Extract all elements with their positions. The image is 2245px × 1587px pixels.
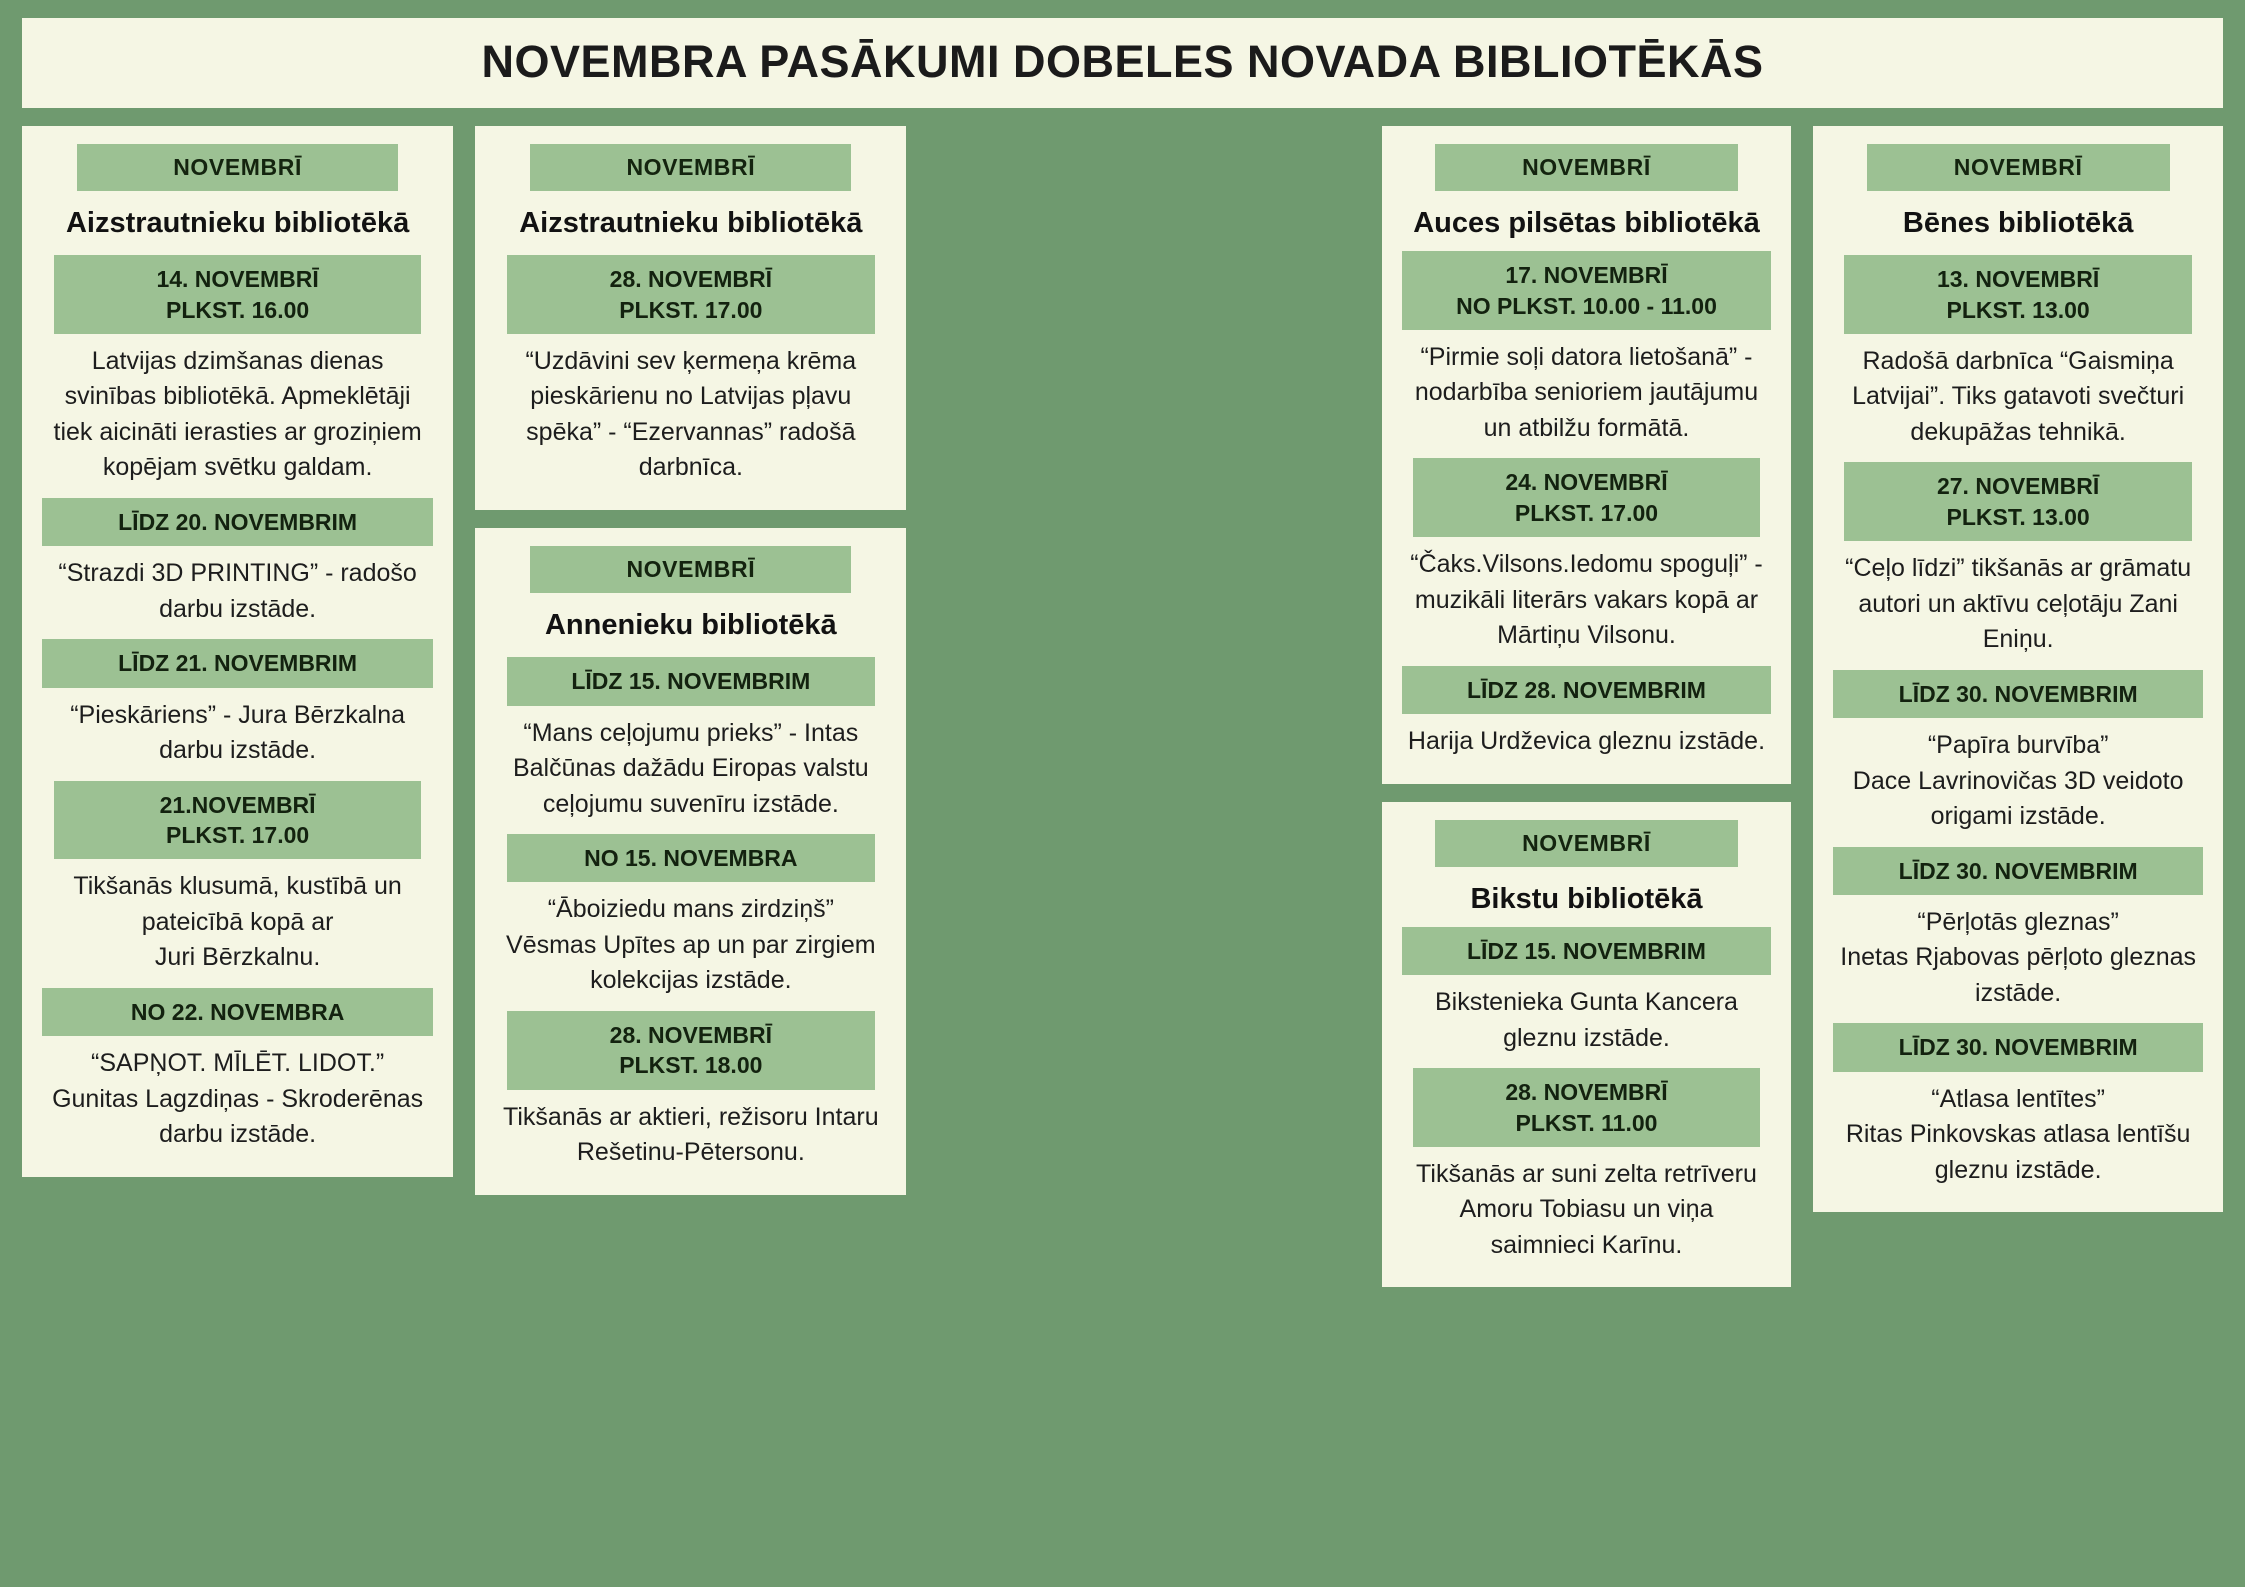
event-card-annenieku	[475, 528, 906, 1195]
date-tag: 28. NOVEMBRĪ PLKST. 17.00	[507, 255, 875, 334]
date-tag: 28. NOVEMBRĪ PLKST. 11.00	[1413, 1068, 1760, 1147]
poster-title-bar	[22, 18, 2223, 108]
library-name: Auces pilsētas bibliotēkā	[1413, 207, 1760, 239]
column-3	[1382, 126, 1792, 1287]
column-2	[475, 126, 906, 1195]
date-tag: LĪDZ 20. NOVEMBRIM	[42, 498, 433, 546]
event-description: “Atlasa lentītes” Ritas Pinkovskas atlasa lentīšu gleznu izstāde.	[1845, 1084, 2191, 1184]
date-tag: LĪDZ 30. NOVEMBRIM	[1833, 847, 2203, 895]
month-tag: NOVEMBRĪ	[1435, 820, 1738, 867]
poster-columns	[22, 126, 2223, 1566]
month-tag: NOVEMBRĪ	[1867, 144, 2170, 191]
month-tag: NOVEMBRĪ	[530, 144, 851, 191]
page-title: NOVEMBRA PASĀKUMI DOBELES NOVADA BIBLIOTĒKĀS	[481, 36, 1764, 87]
column-4	[1813, 126, 2223, 1212]
event-description: Radošā darbnīca “Gaismiņa Latvijai”. Tiks gatavoti svečturi dekupāžas tehnikā.	[1852, 346, 2185, 446]
library-name: Bēnes bibliotēkā	[1902, 207, 2134, 239]
event-card-auces	[1382, 126, 1792, 784]
event-description: “Papīra burvība” Dace Lavrinovičas 3D veidoto origami izstāde.	[1852, 731, 2184, 831]
date-tag: LĪDZ 30. NOVEMBRIM	[1833, 1023, 2203, 1071]
event-card-aizstrautnieku-2	[475, 126, 906, 510]
event-description: “Čaks.Vilsons.Iedomu spoguļi” - muzikāli literārs vakars kopā ar Mārtiņu Vilsonu.	[1410, 550, 1763, 650]
event-description: Harija Urdževica gleznu izstāde.	[1407, 727, 1766, 756]
event-description: Tikšanās ar suni zelta retrīveru Amoru Tobiasu un viņa saimnieci Karīnu.	[1416, 1159, 1757, 1259]
library-name: Aizstrautnieku bibliotēkā	[65, 207, 410, 239]
month-tag: NOVEMBRĪ	[77, 144, 398, 191]
event-description: “Strazdi 3D PRINTING” - radošo darbu izstāde.	[58, 559, 417, 623]
column-1	[22, 126, 453, 1177]
library-name: Aizstrautnieku bibliotēkā	[519, 207, 863, 239]
event-description: “Āboiziedu mans zirdziņš” Vēsmas Upītes ap un par zirgiem kolekcijas izstāde.	[506, 895, 876, 995]
date-tag: NO 22. NOVEMBRA	[42, 988, 433, 1036]
date-tag: 24. NOVEMBRĪ PLKST. 17.00	[1413, 458, 1760, 537]
date-tag: LĪDZ 30. NOVEMBRIM	[1833, 670, 2203, 718]
event-card-bikstu	[1382, 802, 1792, 1288]
library-name: Annenieku bibliotēkā	[544, 608, 837, 641]
date-tag: 17. NOVEMBRĪ NO PLKST. 10.00 - 11.00	[1402, 251, 1772, 330]
date-tag: 21.NOVEMBRĪ PLKST. 17.00	[54, 781, 422, 860]
date-tag: 13. NOVEMBRĪ PLKST. 13.00	[1844, 255, 2191, 334]
event-description: “Mans ceļojumu prieks” - Intas Balčūnas dažādu Eiropas valstu ceļojumu suvenīru izstāde.	[512, 718, 869, 818]
event-card-benes	[1813, 126, 2223, 1212]
event-description: “Pieskāriens” - Jura Bērzkalna darbu izstāde.	[70, 700, 406, 765]
library-name: Bikstu bibliotēkā	[1470, 882, 1703, 915]
event-description: Latvijas dzimšanas dienas svinības bibliotēkā. Apmeklētāji tiek aicināti ierasties ar groziņiem kopējam svētku galdam.	[53, 346, 422, 482]
event-description: Tikšanās klusumā, kustībā un pateicībā kopā ar Juri Bērzkalnu.	[73, 872, 402, 972]
event-description: Bikstenieka Gunta Kancera gleznu izstāde.	[1435, 988, 1738, 1052]
event-description: “SAPŅOT. MĪLĒT. LIDOT.” Gunitas Lagzdiņas - Skroderēnas darbu izstāde.	[52, 1049, 424, 1149]
month-tag: NOVEMBRĪ	[530, 546, 851, 593]
date-tag: 28. NOVEMBRĪ PLKST. 18.00	[507, 1011, 875, 1090]
event-card-aizstrautnieku-1	[22, 126, 453, 1177]
date-tag: LĪDZ 15. NOVEMBRIM	[507, 657, 875, 705]
event-description: Tikšanās ar aktieri, režisoru Intaru Rešetinu-Pētersonu.	[503, 1102, 879, 1167]
date-tag: 14. NOVEMBRĪ PLKST. 16.00	[54, 255, 422, 334]
month-tag: NOVEMBRĪ	[1435, 144, 1738, 191]
event-description: “Pirmie soļi datora lietošanā” - nodarbība senioriem jautājumu un atbilžu formātā.	[1414, 342, 1759, 442]
date-tag: LĪDZ 15. NOVEMBRIM	[1402, 927, 1772, 975]
event-description: “Ceļo līdzi” tikšanās ar grāmatu autori un aktīvu ceļotāju Zani Eniņu.	[1845, 554, 2192, 654]
date-tag: LĪDZ 28. NOVEMBRIM	[1402, 666, 1772, 714]
date-tag: NO 15. NOVEMBRA	[507, 834, 875, 882]
event-description: “Uzdāvini sev ķermeņa krēma pieskārienu no Latvijas pļavu spēka” - “Ezervannas” radošā darbnīca.	[525, 346, 857, 482]
date-tag: LĪDZ 21. NOVEMBRIM	[42, 639, 433, 687]
date-tag: 27. NOVEMBRĪ PLKST. 13.00	[1844, 462, 2191, 541]
event-description: “Pērļotās gleznas” Inetas Rjabovas pērļoto gleznas izstāde.	[1840, 907, 2197, 1007]
